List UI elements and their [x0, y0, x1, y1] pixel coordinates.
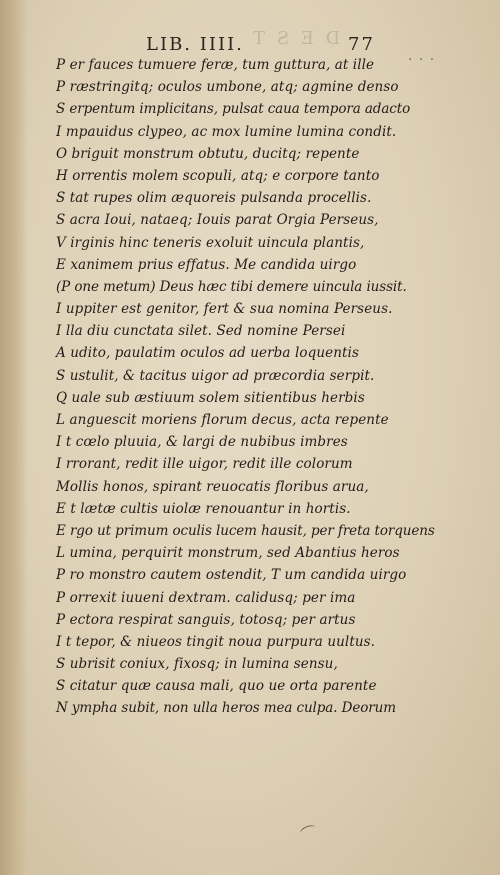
verse-line: I t tepor, & niueos tingit noua purpura uultus.: [56, 633, 376, 650]
verse-line: Q uale sub æstiuum solem sitientibus herbis: [56, 389, 365, 406]
verse-line: P er fauces tumuere feræ, tum guttura, at ille: [56, 57, 375, 73]
verse-line: P orrexit iuueni dextram. calidusq; per ima: [56, 589, 356, 606]
verse-line: E xanimem prius effatus. Me candida uirgo: [56, 256, 357, 273]
margin-mark: · · ·: [408, 52, 436, 68]
ink-mark: [299, 823, 317, 837]
verse-line: A udito, paulatim oculos ad uerba loquentis: [56, 345, 360, 362]
verse-body: [56, 54, 436, 720]
verse-line: I uppiter est genitor, fert & sua nomina Perseus.: [56, 301, 393, 318]
verse-line: S tat rupes olim æquoreis pulsanda procellis.: [56, 190, 372, 207]
verse-line: P ectora respirat sanguis, totosq; per artus: [56, 611, 356, 628]
page-number: 77: [348, 34, 375, 55]
verse-line: S acra Ioui, nataeq; Iouis parat Orgia Perseus,: [56, 212, 379, 229]
verse-line: S erpentum implicitans, pulsat caua tempora adacto: [56, 101, 411, 118]
verse-line: S ubrisit coniux, fixosq; in lumina sensu,: [56, 656, 338, 673]
verse-line: I mpauidus clypeo, ac mox lumine lumina condit.: [56, 123, 397, 140]
verse-line: I lla diu cunctata silet. Sed nomine Persei: [56, 323, 346, 340]
verse-line: I t cœlo pluuia, & largi de nubibus imbres: [56, 434, 348, 451]
page-gutter-shadow: [0, 0, 28, 875]
verse-line: E t lætæ cultis uiolæ renouantur in hortis.: [56, 500, 351, 517]
verse-line: Mollis honos, spirant reuocatis floribus arua,: [56, 478, 369, 495]
verse-line: (P one metum) Deus hæc tibi demere uincula iussit.: [56, 278, 407, 295]
verse-line: V irginis hinc teneris exoluit uincula plantis,: [56, 234, 365, 251]
show-through-text: D E S T: [250, 28, 341, 49]
running-head-title: LIB. IIII.: [146, 34, 244, 55]
verse-line: S ustulit, & tacitus uigor ad præcordia serpit.: [56, 367, 375, 384]
verse-line: S citatur quæ causa mali, quo ue orta parente: [56, 678, 377, 695]
verse-line: L umina, perquirit monstrum, sed Abantius heros: [56, 545, 400, 562]
verse-line: O briguit monstrum obtutu, ducitq; repente: [56, 145, 360, 162]
verse-line: I rrorant, redit ille uigor, redit ille colorum: [56, 456, 353, 473]
verse-line: N ympha subit, non ulla heros mea culpa. Deorum: [56, 700, 396, 717]
verse-line: H orrentis molem scopuli, atq; e corpore tanto: [56, 167, 380, 184]
verse-line: P ræstringitq; oculos umbone, atq; agmine denso: [56, 79, 399, 96]
verse-line: E rgo ut primum oculis lucem hausit, per freta torquens: [56, 522, 435, 539]
verse-line: L anguescit moriens florum decus, acta repente: [56, 412, 389, 428]
verse-line: P ro monstro cautem ostendit, T um candida uirgo: [56, 567, 407, 584]
